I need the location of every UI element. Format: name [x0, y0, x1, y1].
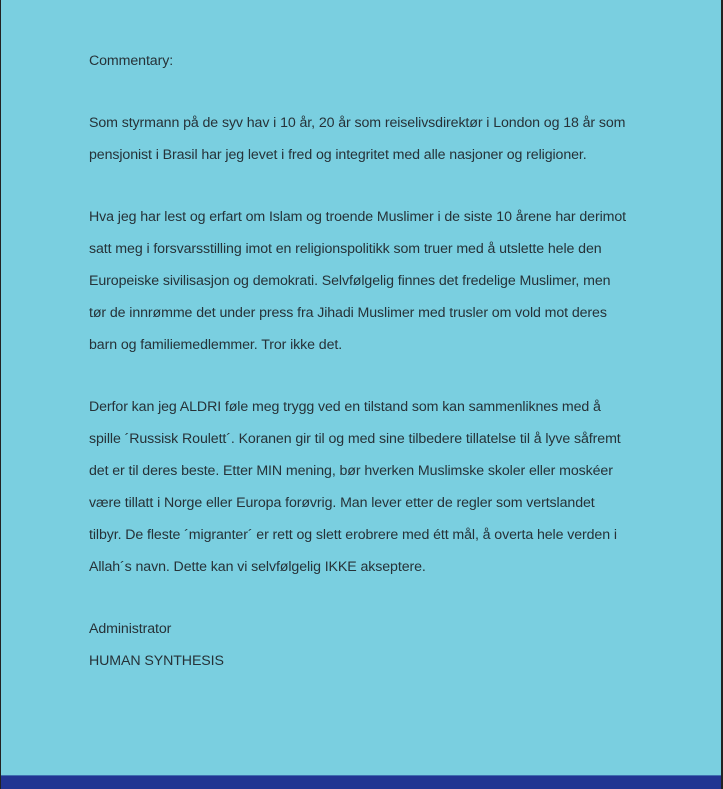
signature [89, 616, 649, 680]
paragraph-3 [89, 394, 649, 586]
paragraph-line: Hva jeg har lest og erfart om Islam og troende Muslimer i de siste 10 årene har derimot [89, 209, 626, 225]
spacer [89, 174, 649, 204]
paragraph-line: pensjonist i Brasil har jeg levet i fred og integritet med alle nasjoner og religioner. [89, 147, 587, 163]
paragraph-line: Som styrmann på de syv hav i 10 år, 20 år som reiselivsdirektør i London og 18 år som [89, 115, 626, 131]
spacer [89, 80, 649, 110]
paragraph-line: være tillatt i Norge eller Europa forøvrig. Man lever etter de regler som vertslandet [89, 495, 595, 511]
spacer [89, 364, 649, 394]
paragraph-line: Derfor kan jeg ALDRI føle meg trygg ved en tilstand som kan sammenliknes med å [89, 399, 601, 415]
paragraph-line: spille ´Russisk Roulett´. Koranen gir til og med sine tilbedere tillatelse til å lyve såfremt [89, 431, 621, 447]
paragraph-2 [89, 204, 649, 364]
paragraph-line: barn og familiemedlemmer. Tror ikke det. [89, 337, 343, 353]
bottom-bar [1, 775, 721, 789]
paragraph-line: Allah´s navn. Dette kan vi selvfølgelig IKKE akseptere. [89, 559, 426, 575]
page [1, 0, 721, 788]
paragraph-line: Europeiske sivilisasjon og demokrati. Selvfølgelig finnes det fredelige Muslimer, men [89, 273, 611, 289]
paragraph-line: tør de innrømme det under press fra Jihadi Muslimer med trusler om vold mot deres [89, 305, 607, 321]
paragraph-line: satt meg i forsvarsstilling imot en religionspolitikk som truer med å utslette hele den [89, 241, 602, 257]
paragraph-line: det er til deres beste. Etter MIN mening, bør hverken Muslimske skoler eller moskéer [89, 463, 613, 479]
paragraph-line: tilbyr. De fleste ´migranter´ er rett og slett erobrere med étt mål, å overta hele verden i [89, 527, 617, 543]
spacer [89, 586, 649, 616]
commentary-heading: Commentary: [89, 53, 174, 69]
signature-organization: HUMAN SYNTHESIS [89, 653, 224, 669]
paragraph-1 [89, 110, 649, 174]
commentary-section [89, 48, 649, 680]
signature-role: Administrator [89, 621, 172, 637]
